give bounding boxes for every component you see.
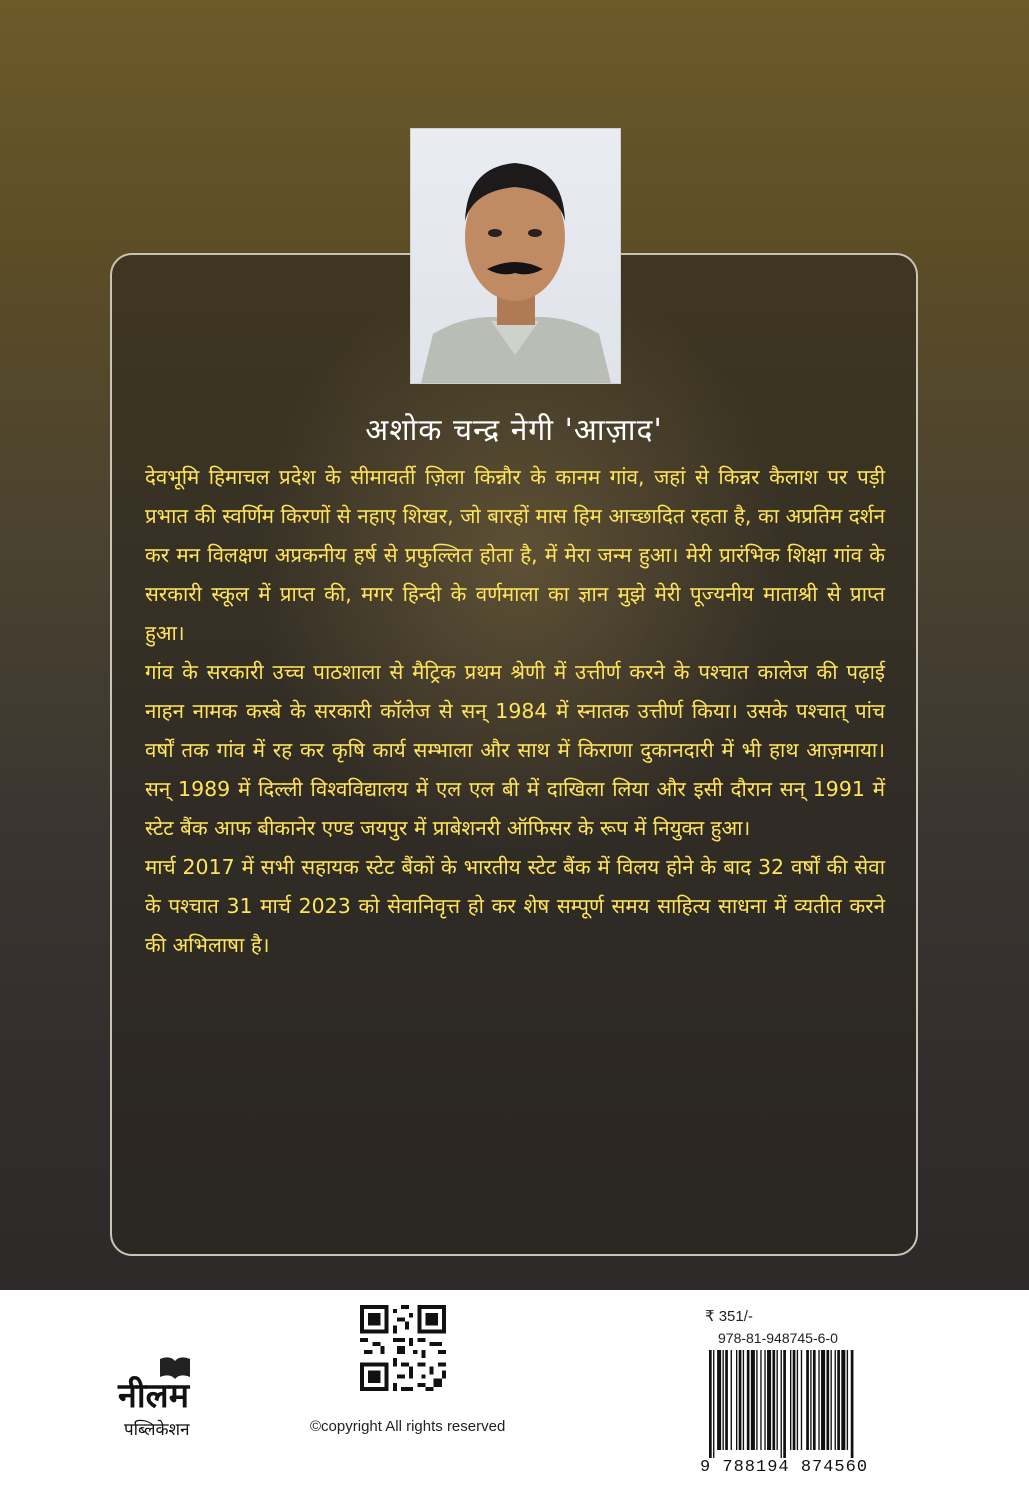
barcode-bar xyxy=(764,1350,765,1450)
barcode-bar xyxy=(756,1350,757,1450)
publisher-logo-name: नीलम xyxy=(118,1376,190,1416)
price-label: ₹ 351/- xyxy=(705,1308,753,1325)
barcode-bar xyxy=(783,1350,786,1458)
barcode-bar xyxy=(717,1350,721,1450)
barcode-bar xyxy=(851,1350,854,1458)
barcode-bar xyxy=(835,1350,836,1450)
barcode-bar xyxy=(743,1350,744,1450)
author-photo xyxy=(410,128,621,384)
barcode-bar xyxy=(781,1350,782,1458)
isbn-number: 978-81-948745-6-0 xyxy=(718,1330,838,1346)
barcode-bar xyxy=(747,1350,750,1450)
barcode-bar xyxy=(821,1350,825,1450)
barcode-bar xyxy=(793,1350,796,1450)
barcode-bar xyxy=(767,1350,771,1450)
barcode-bar xyxy=(772,1350,775,1450)
barcode-bar xyxy=(847,1350,848,1450)
barcode-bar xyxy=(790,1350,791,1450)
barcode-bar xyxy=(777,1350,778,1450)
bio-paragraph: मार्च 2017 में सभी सहायक स्टेट बैंकों के भारतीय स्टेट बैंक में विलय होने के बाद 32 वर्षों की सेवा के पश्चात 31 मार्च 2023 को सेवानिवृत्त हो कर शेष सम्पूर्ण समय साहित्य साधना में व्यतीत करने की अभिलाषा है। xyxy=(145,855,885,957)
barcode-bar xyxy=(841,1350,845,1450)
copyright-text: ©copyright All rights reserved xyxy=(310,1418,506,1435)
publisher-logo-subtitle: पब्लिकेशन xyxy=(124,1420,190,1440)
barcode-bar xyxy=(751,1350,755,1450)
qr-code xyxy=(360,1305,446,1391)
barcode-bar xyxy=(806,1350,809,1450)
barcode-bar xyxy=(739,1350,742,1450)
barcode-bar xyxy=(801,1350,802,1450)
barcode-bar xyxy=(731,1350,732,1450)
author-bio xyxy=(145,458,885,965)
barcode-bar xyxy=(725,1350,728,1450)
bio-paragraph: देवभूमि हिमाचल प्रदेश के सीमावर्ती ज़िला किन्नौर के कानम गांव, जहां से किन्नर कैलाश पर पड़ी प्रभात की स्वर्णिम किरणों से नहाए शिखर, जो बारहों मास हिम आच्छादित रहता है, का अप्रतिम दर्शन कर मन विलक्षण अप्रकनीय हर्ष से प्रफुल्लित होता है, में मेरा जन्म हुआ। मेरी प्रारंभिक शिक्षा गांव के सरकारी स्कूल में प्राप्त की, मगर हिन्दी के वर्णमाला का ज्ञान मुझे मेरी पूज्यनीय माताश्री से प्राप्त हुआ। xyxy=(145,465,885,645)
barcode-bar xyxy=(810,1350,811,1450)
barcode-bar xyxy=(713,1350,714,1458)
barcode-bar xyxy=(831,1350,832,1450)
barcode-bar xyxy=(736,1350,737,1450)
barcode-bar xyxy=(797,1350,798,1450)
barcode-digits: 9 788194 874560 xyxy=(700,1458,869,1477)
barcode-bar xyxy=(818,1350,819,1450)
bio-paragraph: गांव के सरकारी उच्च पाठशाला से मैट्रिक प्रथम श्रेणी में उत्तीर्ण करने के पश्चात कालेज की पढ़ाई नाहन नामक कस्बे के सरकारी कॉलेज से सन् 1984 में स्नातक उत्तीर्ण किया। उसके पश्चात् पांच वर्षों तक गांव में रह कर कृषि कार्य सम्भाला और साथ में किराणा दुकानदारी में भी हाथ आज़माया। सन् 1989 में दिल्ली विश्वविद्यालय में एल एल बी में दाखिला लिया और इसी दौरान सन् 1991 में स्टेट बैंक आफ बीकानेर एण्ड जयपुर में प्राबेशनरी ऑफिसर के रूप में नियुक्त हुआ। xyxy=(145,660,885,840)
barcode-bar xyxy=(826,1350,829,1450)
barcode-bar xyxy=(709,1350,712,1458)
barcode-bar xyxy=(837,1350,840,1450)
barcode-bar xyxy=(813,1350,816,1450)
barcode-bar xyxy=(723,1350,724,1450)
barcode-bar xyxy=(760,1350,761,1450)
author-name: अशोक चन्द्र नेगी 'आज़ाद' xyxy=(365,413,663,448)
publisher-logo xyxy=(110,1355,240,1445)
